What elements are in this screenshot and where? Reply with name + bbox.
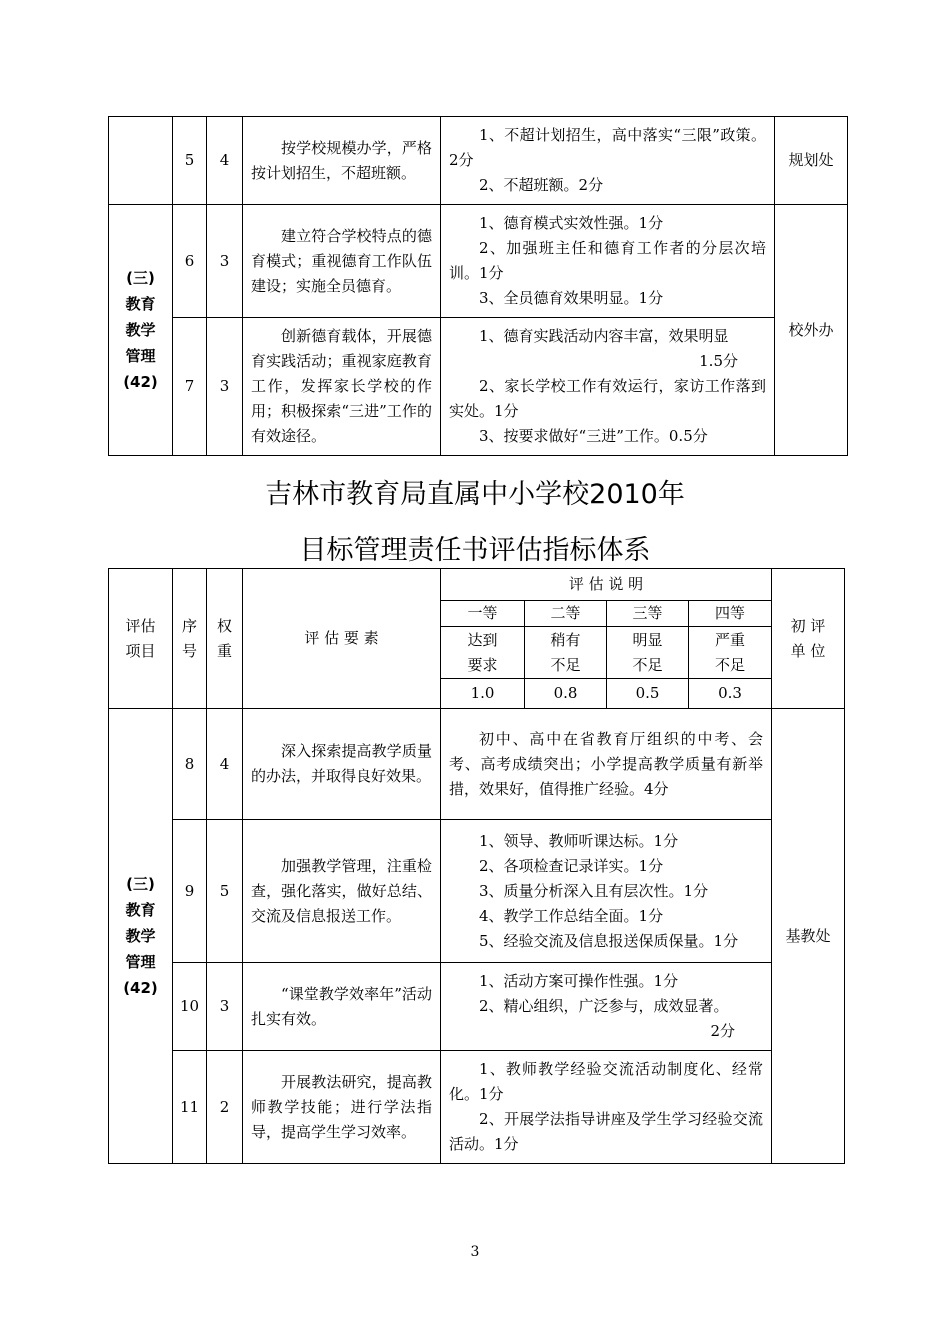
note-line: 1、活动方案可操作性强。1分 xyxy=(479,972,679,990)
grade-cell: 四等 xyxy=(689,601,772,627)
weight-cell: 3 xyxy=(207,963,243,1051)
category-cell xyxy=(109,205,173,456)
header-text: 权 xyxy=(216,616,232,635)
note-line: 2、各项检查记录详实。1分 xyxy=(479,856,664,875)
category-line: (42) xyxy=(123,373,158,391)
note-line: 3、全员德育效果明显。1分 xyxy=(479,289,664,307)
notes-cell xyxy=(441,318,775,456)
table-row xyxy=(109,318,848,456)
table-row xyxy=(109,820,845,963)
element-cell: 创新德育载体，开展德育实践活动；重视家庭教育工作，发挥家长学校的作用；积极探索“三进”工作的有效途径。 xyxy=(243,318,441,456)
note-line: 3、质量分析深入且有层次性。1分 xyxy=(479,881,709,900)
note-line: 1、不超计划招生，高中落实“三限”政策。2分 xyxy=(449,126,766,169)
weight-cell: 4 xyxy=(207,709,243,820)
element-cell: 按学校规模办学，严格按计划招生，不超班额。 xyxy=(243,117,441,205)
note-line: 2分 xyxy=(710,1022,735,1040)
weight-cell: 3 xyxy=(207,205,243,318)
note-line: 1、领导、教师听课达标。1分 xyxy=(479,831,679,850)
grade-desc-text: 要求 xyxy=(467,655,498,674)
notes-cell xyxy=(441,117,775,205)
category-line: 教育 xyxy=(125,901,156,919)
header-item xyxy=(109,569,173,709)
grade-desc-text: 明显 xyxy=(632,630,663,649)
note-line: 2、加强班主任和德育工作者的分层次培训。1分 xyxy=(449,239,766,282)
header-text: 号 xyxy=(181,641,197,660)
category-line: (42) xyxy=(123,979,158,997)
page-number: 3 xyxy=(470,1244,480,1260)
header-text: 项目 xyxy=(125,641,156,660)
header-text: 重 xyxy=(216,641,232,660)
note-line: 1、德育实践活动内容丰富，效果明显 xyxy=(479,327,729,345)
note-line: 1、德育模式实效性强。1分 xyxy=(479,214,664,232)
grade-value-cell: 1.0 xyxy=(441,679,525,709)
header-text: 单 位 xyxy=(790,641,826,660)
grade-desc-text: 不足 xyxy=(550,655,581,674)
unit-cell: 校外办 xyxy=(775,205,848,456)
grade-desc-text: 稍有 xyxy=(550,630,581,649)
unit-cell: 规划处 xyxy=(775,117,848,205)
grade-value-cell: 0.8 xyxy=(525,679,607,709)
evaluation-table xyxy=(108,568,845,1164)
grade-desc-text: 严重 xyxy=(714,630,745,649)
category-cell-empty xyxy=(109,117,173,205)
seq-cell: 6 xyxy=(173,205,207,318)
grade-desc-cell xyxy=(689,627,772,679)
header-text: 初 评 xyxy=(790,616,826,635)
weight-cell: 5 xyxy=(207,820,243,963)
note-line: 5、经验交流及信息报送保质保量。1分 xyxy=(479,931,739,950)
unit-cell: 基教处 xyxy=(772,709,845,1164)
notes-cell: 初中、高中在省教育厅组织的中考、会考、高考成绩突出；小学提高教学质量有新举措，效果好，值得推广经验。4分 xyxy=(441,709,772,820)
element-cell: 深入探索提高教学质量的办法，并取得良好效果。 xyxy=(243,709,441,820)
grade-cell: 三等 xyxy=(607,601,689,627)
seq-cell: 9 xyxy=(173,820,207,963)
title-line-1: 吉林市教育局直属中小学校2010年 xyxy=(265,479,685,510)
category-line: 管理 xyxy=(125,953,156,971)
note-line: 2、开展学法指导讲座及学生学习经验交流活动。1分 xyxy=(449,1110,763,1153)
weight-cell: 3 xyxy=(207,318,243,456)
seq-cell: 7 xyxy=(173,318,207,456)
element-cell: “课堂教学效率年”活动扎实有效。 xyxy=(243,963,441,1051)
header-seq xyxy=(173,569,207,709)
table-row xyxy=(109,1051,845,1164)
grade-desc-cell xyxy=(525,627,607,679)
note-line: 2、不超班额。2分 xyxy=(479,176,604,194)
weight-cell: 2 xyxy=(207,1051,243,1164)
element-cell: 开展教法研究，提高教师教学技能；进行学法指导，提高学生学习效率。 xyxy=(243,1051,441,1164)
category-cell xyxy=(109,709,173,1164)
category-line: (三) xyxy=(126,269,155,287)
table-row xyxy=(109,117,848,205)
grade-desc-cell xyxy=(441,627,525,679)
note-line: 1、教师教学经验交流活动制度化、经常化。1分 xyxy=(449,1060,763,1103)
table-row xyxy=(109,205,848,318)
notes-cell xyxy=(441,205,775,318)
grade-desc-text: 达到 xyxy=(467,630,498,649)
notes-cell xyxy=(441,820,772,963)
grade-desc-text: 不足 xyxy=(714,655,745,674)
notes-cell xyxy=(441,963,772,1051)
grade-value-cell: 0.5 xyxy=(607,679,689,709)
seq-cell: 5 xyxy=(173,117,207,205)
header-text: 序 xyxy=(181,616,197,635)
table-row xyxy=(109,709,845,820)
seq-cell: 10 xyxy=(173,963,207,1051)
seq-cell: 11 xyxy=(173,1051,207,1164)
header-element: 评 估 要 素 xyxy=(243,569,441,709)
header-weight xyxy=(207,569,243,709)
table-row xyxy=(109,963,845,1051)
category-line: 教育 xyxy=(125,295,156,313)
grade-desc-text: 不足 xyxy=(632,655,663,674)
grade-desc-cell xyxy=(607,627,689,679)
note-line: 3、按要求做好“三进”工作。0.5分 xyxy=(479,427,708,445)
header-row xyxy=(109,569,845,601)
element-cell: 加强教学管理，注重检查，强化落实，做好总结、交流及信息报送工作。 xyxy=(243,820,441,963)
note-line: 2、精心组织，广泛参与，成效显著。 xyxy=(479,997,729,1015)
grade-value-cell: 0.3 xyxy=(689,679,772,709)
category-line: 教学 xyxy=(125,927,156,945)
grade-cell: 二等 xyxy=(525,601,607,627)
document-title xyxy=(0,470,950,576)
top-table xyxy=(108,116,848,456)
header-unit xyxy=(772,569,845,709)
category-line: (三) xyxy=(126,875,155,893)
note-line: 4、教学工作总结全面。1分 xyxy=(479,906,664,925)
notes-cell xyxy=(441,1051,772,1164)
title-line-2: 目标管理责任书评估指标体系 xyxy=(299,535,651,566)
note-line: 2、家长学校工作有效运行，家访工作落到实处。1分 xyxy=(449,377,766,420)
header-notes-title: 评 估 说 明 xyxy=(441,569,772,601)
element-cell: 建立符合学校特点的德育模式；重视德育工作队伍建设；实施全员德育。 xyxy=(243,205,441,318)
category-line: 管理 xyxy=(125,347,156,365)
header-text: 评估 xyxy=(125,616,156,635)
grade-cell: 一等 xyxy=(441,601,525,627)
seq-cell: 8 xyxy=(173,709,207,820)
note-line: 1.5分 xyxy=(699,352,738,370)
category-line: 教学 xyxy=(125,321,156,339)
weight-cell: 4 xyxy=(207,117,243,205)
